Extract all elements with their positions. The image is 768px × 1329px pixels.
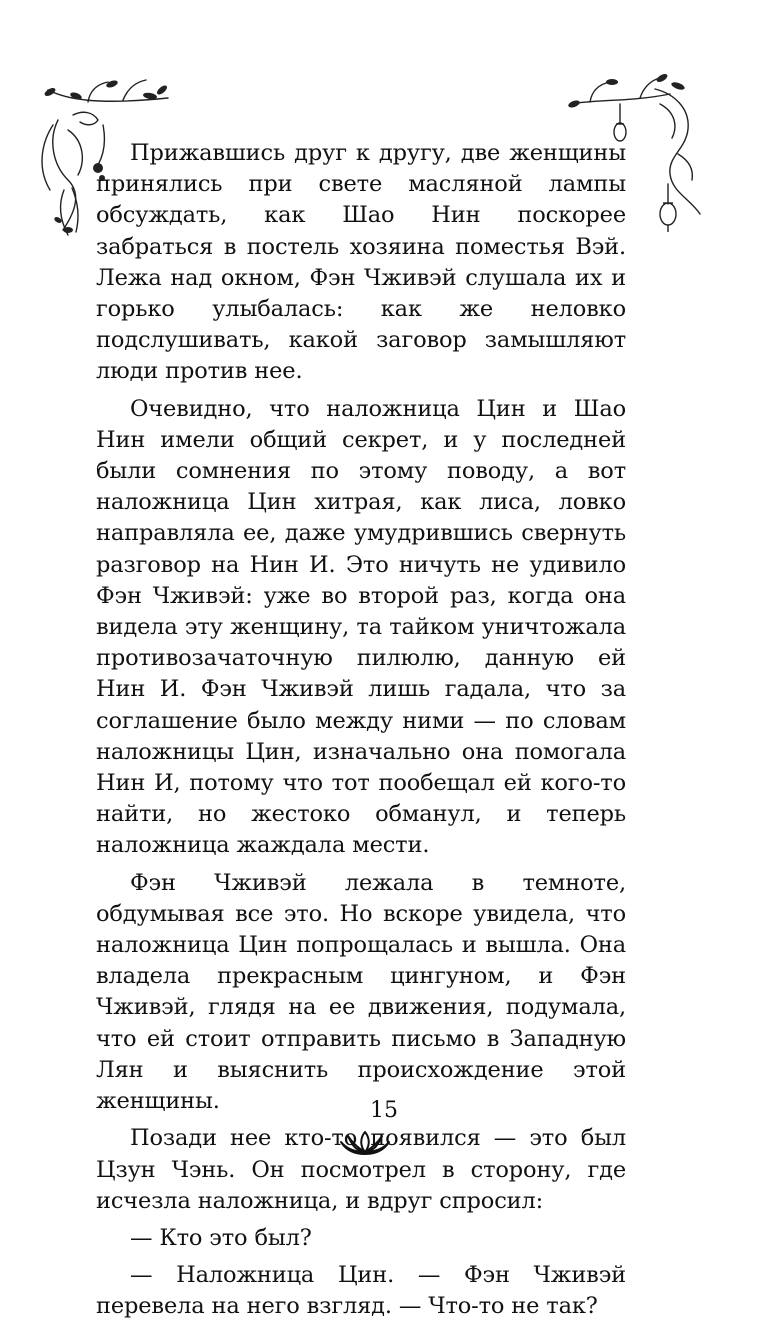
paragraph: Прижавшись друг к другу, две женщины принялись при свете масляной лампы обсуждать, как Шао Нин поскорее забраться в постель хозяина поместья Вэй. Лежа над окном, Фэн Чживэй слушала их и горько улыбалась: как же неловко подслушивать, какой заговор замышляют люди против нее. xyxy=(96,140,626,385)
page-number: 15 xyxy=(370,1098,398,1123)
lotus-icon xyxy=(338,1128,392,1156)
paragraph: Фэн Чживэй лежала в темноте, обдумывая все это. Но вскоре увидела, что наложница Цин попрощалась и вышла. Она владела прекрасным цингуном, и Фэн Чживэй, глядя на ее движения, подумала, что ей стоит отправить письмо в Западную Лян и выяснить происхождение этой женщины. xyxy=(96,869,626,1115)
paragraph: Позади нее кто-то появился — это был Цзун Чэнь. Он посмотрел в сторону, где исчезла наложница, и вдруг спросил: xyxy=(96,1125,626,1214)
dialogue-line: — Наложница Цин. — Фэн Чживэй перевела на него взгляд. — Что-то не так? xyxy=(96,1262,626,1320)
dialogue-line: — Кто это был? xyxy=(130,1224,312,1251)
paragraph: Очевидно, что наложница Цин и Шао Нин имели общий секрет, и у последней были сомнения по этому поводу, а вот наложница Цин хитрая, как лиса, ловко направляла ее, даже умудрившись свернуть разговор на Нин И. Это ничуть не удивило Фэн Чживэй: уже во второй раз, когда она видела эту женщину, та тайком уничтожала противозачаточную пилюлю, данную ей Нин И. Фэн Чживэй лишь гадала, что за соглашение было между ними — по словам наложницы Цин, изначально она помогала Нин И, потому что тот пообещал ей кого-то найти, но жестоко обманул, и теперь наложница жаждала мести. xyxy=(96,395,626,859)
